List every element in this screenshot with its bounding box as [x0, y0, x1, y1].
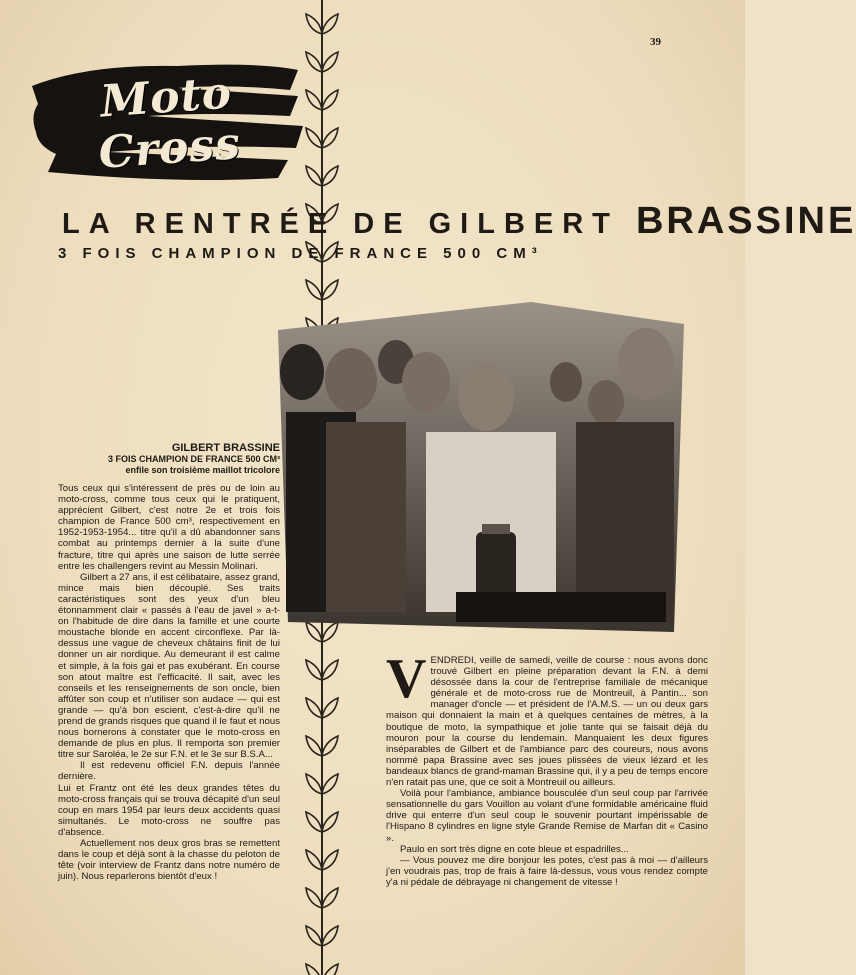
- paragraph: Paulo en sort très digne en cote bleue et espadrilles...: [400, 843, 629, 855]
- laurel-leaf: [322, 660, 338, 680]
- laurel-leaf: [306, 926, 322, 946]
- laurel-leaf: [306, 888, 322, 908]
- laurel-leaf: [306, 14, 322, 34]
- laurel-leaf: [306, 90, 322, 110]
- champion-with-trophy-photo: [276, 302, 684, 632]
- paragraph: Actuellement nos deux gros bras se remettent dans le coup et déjà sont à la chasse du peloton de tête (voir interview de Frantz dans notre numéro de juin). Nous reparlerons bientôt d'eux !: [58, 838, 280, 883]
- laurel-leaf: [306, 280, 322, 300]
- headline: [62, 200, 856, 243]
- logo-text: Moto Cross: [97, 67, 243, 179]
- laurel-leaf: [322, 698, 338, 718]
- headline-part2: BRASSINE: [635, 200, 856, 242]
- drop-cap: V: [386, 648, 427, 710]
- laurel-leaf: [322, 850, 338, 870]
- laurel-leaf: [306, 660, 322, 680]
- laurel-leaf: [306, 812, 322, 832]
- laurel-leaf: [306, 736, 322, 756]
- paragraph: Voilà pour l'ambiance, ambiance bousculée d'un seul coup par l'arrivée sensationnelle du gars Vouillon au volant d'une formidable américaine fluid drive qui enterre d'un seul coup le souvenir pourtant impérissable de l'Hispano 8 cylindres en ligne style Grande Remise de Marfan dit « Casino ».: [386, 788, 708, 844]
- article-left-column: [58, 483, 280, 882]
- laurel-leaf: [322, 14, 338, 34]
- paragraph: Tous ceux qui s'intéressent de près ou de loin au moto-cross, comme tous ceux qui le pratiquent, apprécient Gilbert, c'est notre 2e et trois fois champion de France 500 cm³, respectivement en 1952-1953-1954... titre qu'il a dû abandonner sans combat au printemps dernier à la suite d'une fracture, titre qui après une saison de lutte serrée entre les challengers revint au Messin Molinari.: [58, 483, 280, 572]
- laurel-leaf: [306, 698, 322, 718]
- laurel-leaf: [322, 52, 338, 72]
- laurel-leaf: [322, 736, 338, 756]
- laurel-leaf: [322, 888, 338, 908]
- laurel-leaf: [322, 774, 338, 794]
- caption-line-2: 3 FOIS CHAMPION DE FRANCE 500 CM³: [107, 454, 280, 464]
- article-right-column: [386, 648, 708, 888]
- paragraph: — Vous pouvez me dire bonjour les potes, c'est pas à moi — d'ailleurs j'en voudrais pas, trop de frais à faire là-dessus, vous vous rendez compte y'a ni pédale de débrayage ni changement de vitesse !: [386, 854, 708, 888]
- laurel-leaf: [322, 166, 338, 186]
- laurel-leaf: [322, 964, 338, 975]
- laurel-leaf: [322, 812, 338, 832]
- laurel-leaf: [322, 926, 338, 946]
- laurel-leaf: [306, 774, 322, 794]
- laurel-leaf: [322, 128, 338, 148]
- paragraph: ENDREDI, veille de samedi, veille de course : nous avons donc trouvé Gilbert en pleine préparation devant la F.N. à demi désossée dans la cour de l'entreprise familiale de mécanique générale et de moto-cross rue de Montreuil, à Pantin... son manager d'oncle — et président de l'A.M.S. — un ou deux gars maison qui donnaient la main et à quelques centaines de mètres, à la boutique de moto, la sympathique et jolie tante qui se faisait déjà du mouron pour la course du lendemain. Manquaient les deux figures inséparables de Gilbert et de l'ambiance parc des coureurs, nous avons nommé papa Brassine avec ses joues plissées de vieux lézard et les bandeaux blancs de grand-maman Brassine qui, il y a peu de temps encore n'en ratait pas une, que ce soit à Montreuil ou ailleurs.: [386, 655, 708, 789]
- laurel-leaf: [306, 850, 322, 870]
- caption-title: GILBERT BRASSINE: [171, 442, 280, 454]
- laurel-leaf: [306, 52, 322, 72]
- subheadline: 3 FOIS CHAMPION DE FRANCE 500 CM³: [58, 245, 543, 262]
- paragraph: Gilbert a 27 ans, il est célibataire, assez grand, mince mais bien découplé. Ses traits caractéristiques sont des yeux d'un bleu étonnamment clair « passés à l'eau de javel » a-t-on l'habitude de dire dans la famille et une courte moustache blonde en accent circonflexe. Par là-dessus une vague de cheveux châtains finit de lui donner un air nordique. Au demeurant il est calme et simple, à la fois gai et pas exubérant. En course son atout maître est l'efficacité. Il sait, avec les conseils et les renseignements de son oncle, bien affûter son coup et n'utiliser son audace — qui est grande — qu'à bon escient, c'est-à-dire qu'il ne prend de grands risques que quand il le faut et nous nous bornerons à constater que le moto-cross en demande de plus en plus. Il remporta son premier titre sur Saroléa, le 2e sur F.N. et le 3e sur B.S.A...: [58, 571, 280, 761]
- laurel-leaf: [322, 90, 338, 110]
- laurel-leaf: [322, 280, 338, 300]
- page-number: 39: [650, 36, 661, 48]
- laurel-leaf: [306, 166, 322, 186]
- photo-caption: [58, 443, 280, 476]
- laurel-leaf: [306, 964, 322, 975]
- paragraph: Lui et Frantz ont été les deux grandes têtes du moto-cross français qui se trouva décapité d'un seul coup en mars 1954 par leurs deux accidents quasi simultanés. Le moto-cross ne souffre pas d'absence.: [58, 782, 280, 838]
- caption-line-3: enfile son troisième maillot tricolore: [125, 465, 280, 475]
- headline-part1: LA RENTRÉE DE GILBERT: [62, 208, 636, 240]
- laurel-leaf: [306, 128, 322, 148]
- paragraph: Il est redevenu officiel F.N. depuis l'année dernière.: [58, 760, 280, 783]
